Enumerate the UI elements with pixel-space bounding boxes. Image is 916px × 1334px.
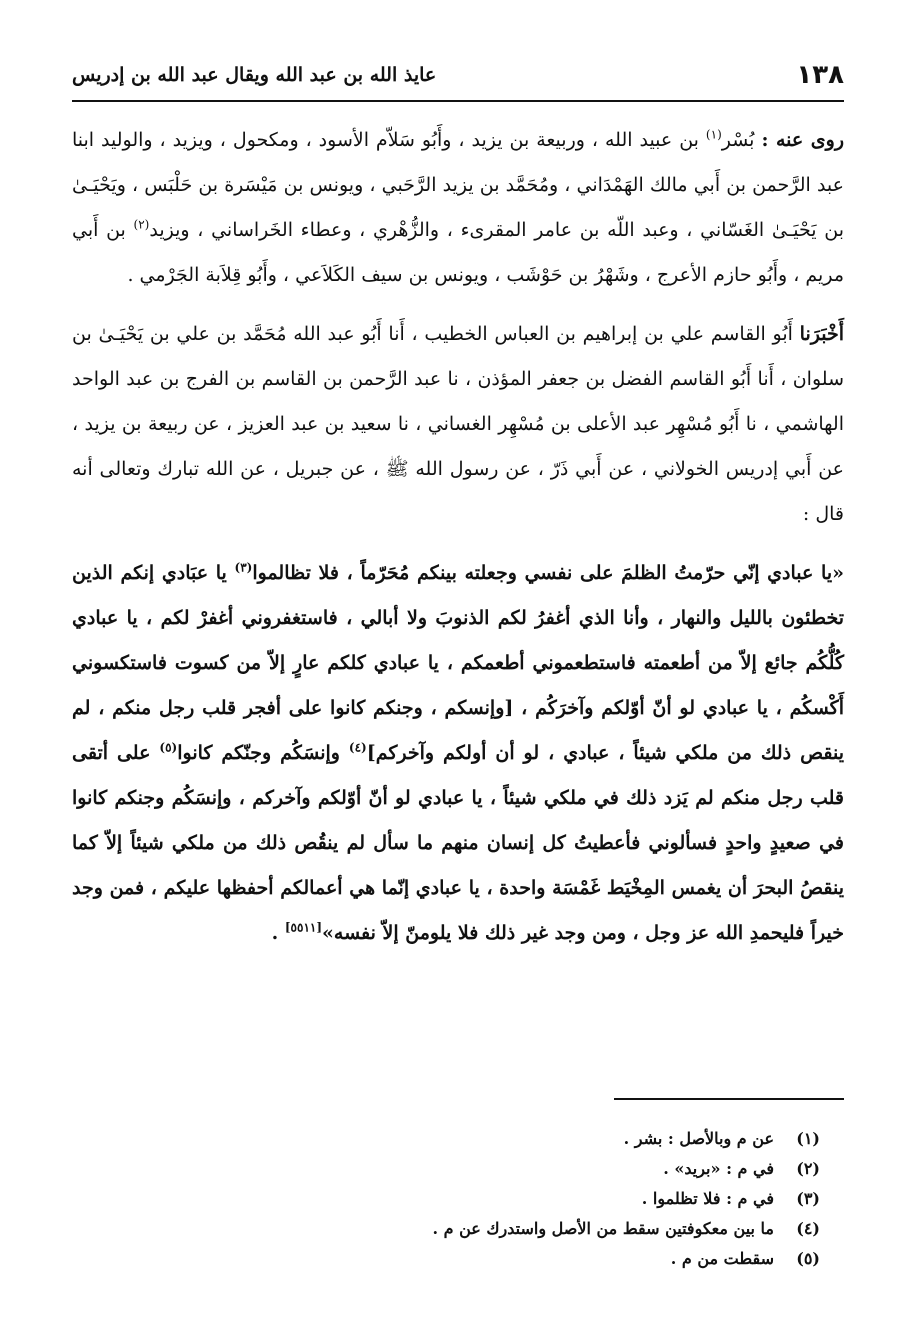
footnote-number: (٤) bbox=[796, 1219, 820, 1238]
footnote-ref: (٥) bbox=[159, 740, 178, 755]
text-run: بن أَبي مريم ، وأَبُو حازم الأعرج ، وشَهْرُ بن حَوْشَب ، ويونس بن سيف الكَلاَعي ، وأَبُو قِلاَبة الجَرْمي . bbox=[72, 219, 844, 286]
page-number: ١٣٨ bbox=[796, 60, 844, 90]
footnote-ref: (٤) bbox=[348, 740, 367, 755]
isnad-paragraph bbox=[72, 312, 844, 537]
text-run: وإنسَكُم وجنّكم كانوا bbox=[177, 742, 349, 764]
footnote-text: في م : فلا تظلموا . bbox=[641, 1189, 774, 1208]
footnote-number: (٢) bbox=[796, 1159, 820, 1178]
footnote-ref: (٣) bbox=[234, 560, 253, 575]
hadith-number: [٥٥١١] bbox=[284, 920, 323, 935]
text-run: على أتقى قلب رجل منكم لم يَزد ذلك في ملكي شيئاً ، يا عبادي لو أنّ أوّلكم وآخركم ، وإنسَكُم وجنكم كانوا في صعيدٍ واحدٍ فسألوني فأعطيتُ كل إنسان منهم ما سأل لم ينقُص ذلك من ملكي شيئاً إلاّ كما ينقصُ البحرَ أن يغمس المِخْيَط غَمْسَة واحدة ، يا عبادي إنّما هي أعمالكم أحفظها عليكم ، فمن وجد خيراً فليحمدِ الله عز وجل ، ومن وجد غير ذلك فلا يلومنّ إلاّ نفسه» bbox=[72, 742, 844, 944]
footnote bbox=[120, 1244, 820, 1274]
footnote bbox=[120, 1124, 820, 1154]
text-run: «يا عبادي إنّي حرّمتُ الظلمَ على نفسي وجعلته بينكم مُحَرّماً ، فلا تظالموا bbox=[252, 562, 845, 584]
footnote-text: سقطت من م . bbox=[670, 1249, 774, 1268]
footnote-number: (٥) bbox=[796, 1249, 820, 1268]
footnote-number: (٣) bbox=[796, 1189, 820, 1208]
hadith-paragraph bbox=[72, 551, 844, 956]
footnote bbox=[120, 1184, 820, 1214]
narrators-paragraph bbox=[72, 118, 844, 298]
footnote-ref: (١) bbox=[705, 127, 722, 142]
text-run: بُسْر bbox=[721, 129, 762, 151]
footnote bbox=[120, 1214, 820, 1244]
text-run: بن عبيد الله ، وربيعة بن يزيد ، وأَبُو سَلاّم الأسود ، ومكحول ، ويزيد ، والوليد ابنا عبد الرَّحمن بن أَبي مالك الهَمْدَاني ، ومُحَمَّد بن يزيد الرَّحَبي ، ويونس بن مَيْسَرة بن حَلْبَس ، ويَحْيَـىٰ بن يَحْيَـىٰ الغَسّاني ، وعبد اللّه بن عامر المقرىء ، والزُّهْري ، وعطاء الخَراساني ، ويزيد bbox=[72, 129, 844, 241]
footnotes bbox=[120, 1124, 820, 1274]
text-run: . bbox=[271, 922, 285, 944]
paragraph-lead: روى عنه : bbox=[761, 129, 844, 151]
footnote bbox=[120, 1154, 820, 1184]
main-text bbox=[72, 118, 844, 956]
footnote-text: ما بين معكوفتين سقط من الأصل واستدرك عن م . bbox=[432, 1219, 774, 1238]
footnote-divider bbox=[614, 1098, 844, 1100]
footnote-text: عن م وبالأصل : بشر . bbox=[623, 1129, 774, 1148]
running-title: عايذ الله بن عبد الله ويقال عبد الله بن إدريس bbox=[72, 64, 437, 86]
paragraph-lead: أَخْبَرَنا bbox=[799, 323, 844, 345]
text-run: يا عبَادي إنكم الذين تخطئون بالليل والنهار ، وأنا الذي أغفرُ لكم الذنوبَ ولا أبالي ، فاستغفروني أغفرْ لكم ، يا عبادي كُلُّكُم جائع إلاّ من أطعمته فاستطعموني أطعمكم ، يا عبادي كلكم عارٍ إلاّ من كسوت فاستكسوني أَكْسكُم ، يا عبادي لو أنّ أوّلكم وآخرَكُم ، [وإنسكم ، وجنكم كانوا على أفجر قلب رجل منكم ، لم ينقص ذلك من ملكي شيئاً ، عبادي ، لو أن أولكم وآخركم] bbox=[72, 562, 844, 764]
footnote-text: في م : «بريد» . bbox=[663, 1159, 774, 1178]
footnote-number: (١) bbox=[796, 1129, 820, 1148]
page-header bbox=[72, 56, 844, 102]
footnote-ref: (٢) bbox=[133, 217, 150, 232]
text-run: أَبُو القاسم علي بن إبراهيم بن العباس الخطيب ، أَنا أَبُو عبد الله مُحَمَّد بن علي بن يَحْيَـىٰ بن سلوان ، أَنا أَبُو القاسم الفضل بن جعفر المؤذن ، نا عبد الرَّحمن بن القاسم بن الفرج بن عبد الواحد الهاشمي ، نا أَبُو مُسْهِر عبد الأعلى بن مُسْهِر الغساني ، نا سعيد بن عبد العزيز ، عن ربيعة بن يزيد ، عن أَبي إدريس الخولاني ، عن أَبي ذَرّ ، عن رسول الله ﷺ ، عن جبريل ، عن الله تبارك وتعالى أنه قال : bbox=[72, 323, 844, 525]
